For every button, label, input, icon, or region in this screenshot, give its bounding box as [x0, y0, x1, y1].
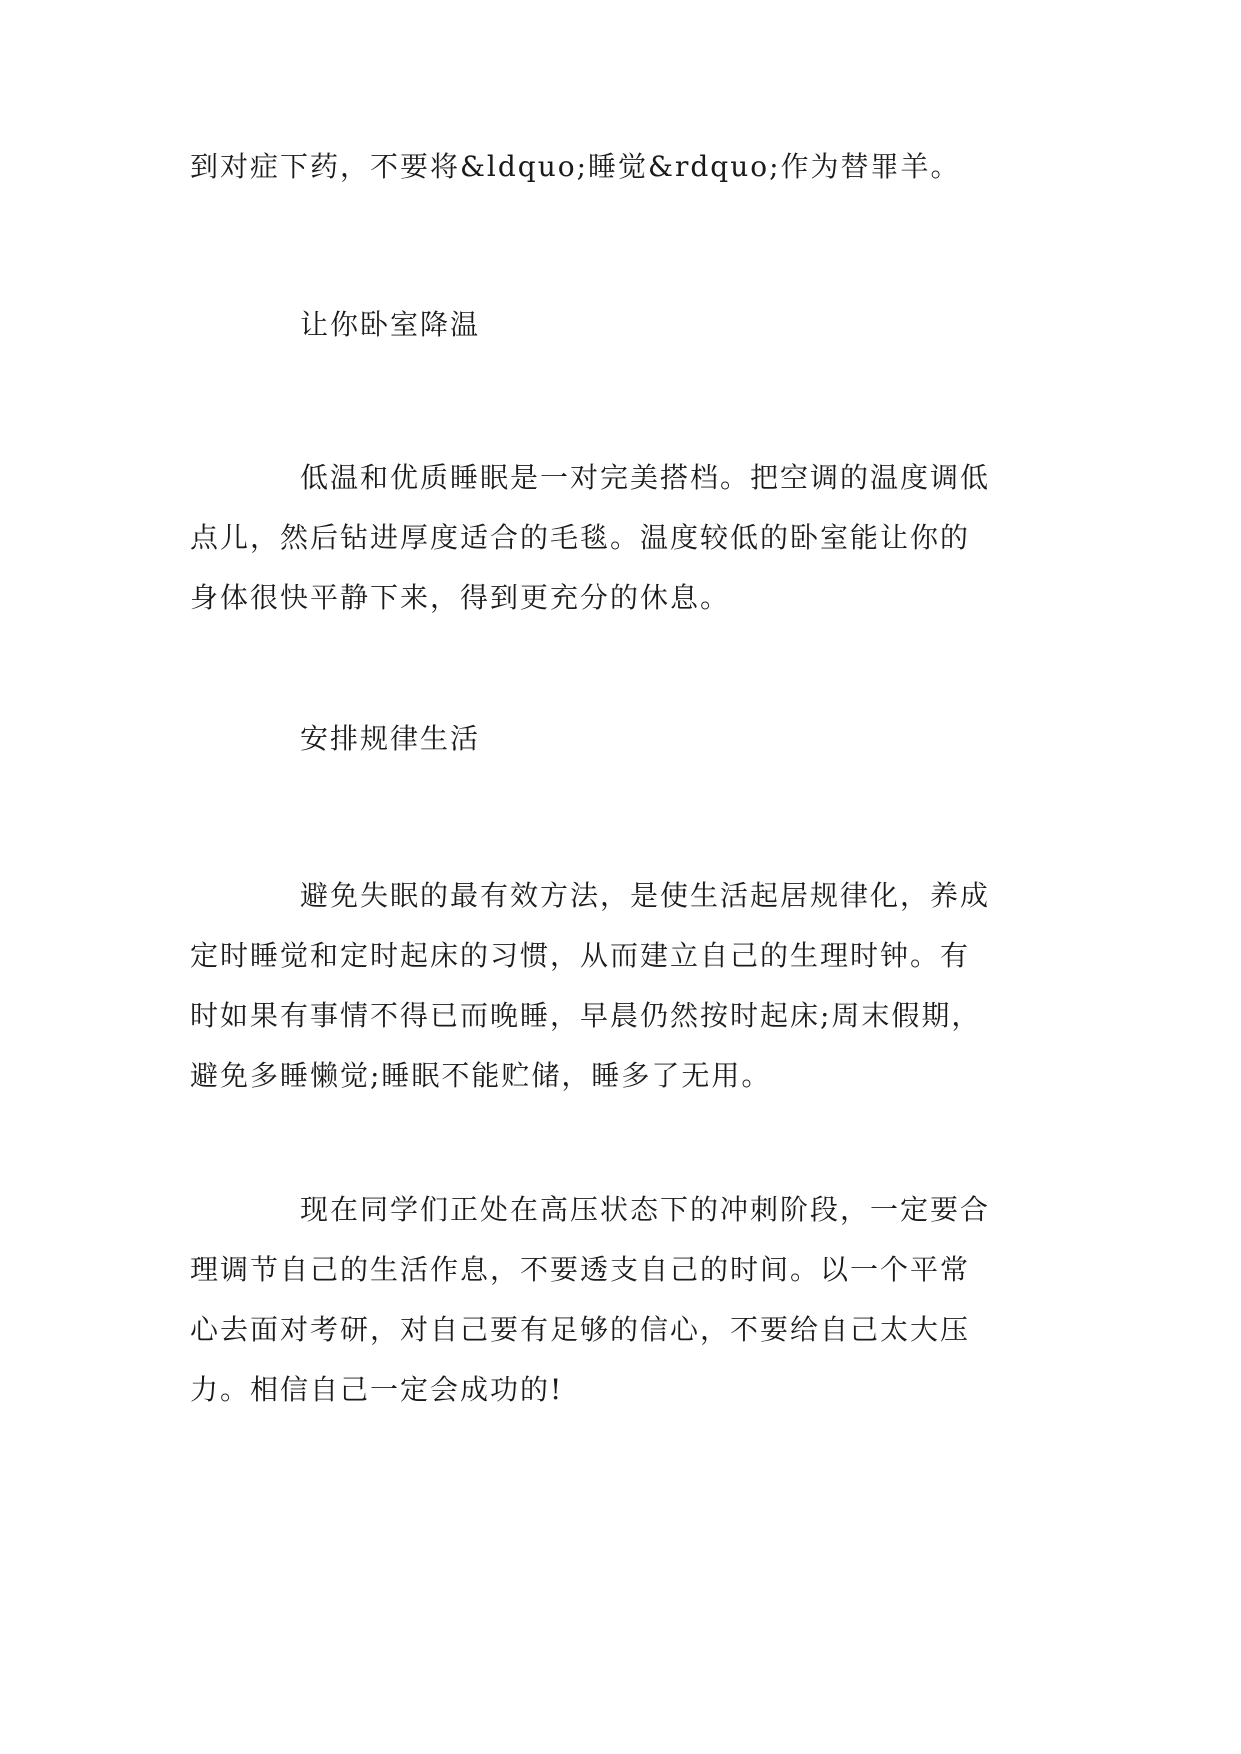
section-heading: 安排规律生活 [300, 722, 481, 755]
paragraph-line: 理调节自己的生活作息，不要透支自己的时间。以一个平常 [190, 1253, 971, 1286]
cool-bedroom-paragraph [190, 448, 1070, 628]
closing-paragraph [190, 1180, 1070, 1420]
paragraph-line: 低温和优质睡眠是一对完美搭档。把空调的温度调低 [300, 461, 991, 494]
section-heading-regular-life [190, 709, 1070, 769]
paragraph-line: 定时睡觉和定时起床的习惯，从而建立自己的生理时钟。有 [190, 939, 971, 972]
paragraph-line: 到对症下药，不要将&ldquo;睡觉&rdquo;作为替罪羊。 [190, 150, 961, 183]
continuation-paragraph [190, 137, 1070, 197]
paragraph-line: 避免多睡懒觉;睡眠不能贮储，睡多了无用。 [190, 1059, 772, 1092]
paragraph-line: 身体很快平静下来，得到更充分的休息。 [190, 581, 731, 614]
section-heading-cool-bedroom [190, 295, 1070, 355]
regular-life-paragraph [190, 866, 1070, 1106]
paragraph-line: 时如果有事情不得已而晚睡，早晨仍然按时起床;周末假期， [190, 999, 982, 1032]
paragraph-line: 力。相信自己一定会成功的! [190, 1373, 564, 1406]
paragraph-line: 避免失眠的最有效方法，是使生活起居规律化，养成 [300, 879, 991, 912]
paragraph-line: 心去面对考研，对自己要有足够的信心，不要给自己太大压 [190, 1313, 971, 1346]
paragraph-line: 点儿，然后钻进厚度适合的毛毯。温度较低的卧室能让你的 [190, 521, 971, 554]
section-heading: 让你卧室降温 [300, 308, 481, 341]
paragraph-line: 现在同学们正处在高压状态下的冲刺阶段，一定要合 [300, 1193, 991, 1226]
